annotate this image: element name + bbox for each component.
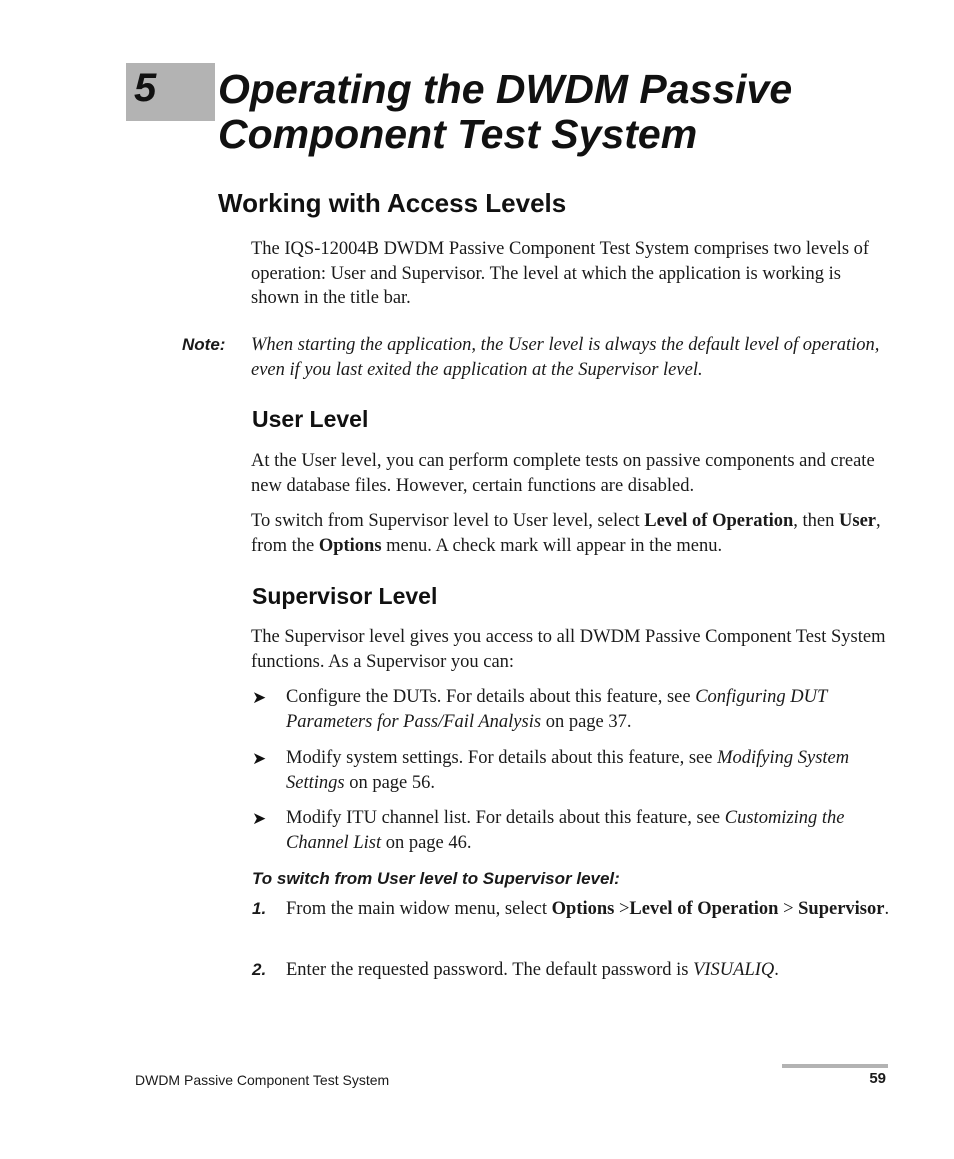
list-item: Modify system settings. For details about this feature, see Modifying System Settings on page 56. — [286, 748, 850, 793]
section-intro: The IQS-12004B DWDM Passive Component Test System comprises two levels of operation: User and Supervisor. The level at which the application is working is shown in the title bar. — [251, 239, 870, 308]
footer-doc-title: DWDM Passive Component Test System — [135, 1072, 390, 1088]
user-level-para1: At the User level, you can perform complete tests on passive components and create new database files. However, certain functions are disabled. — [251, 451, 875, 496]
step-number: 2. — [252, 960, 267, 979]
list-item: Configure the DUTs. For details about this feature, see Configuring DUT Parameters for Pass/Fail Analysis on page 37. — [286, 687, 827, 732]
footer-rule — [782, 1064, 888, 1068]
list-item: Modify ITU channel list. For details about this feature, see Customizing the Channel List on page 46. — [286, 808, 845, 853]
cross-reference-link[interactable]: Modifying System Settings — [286, 748, 850, 793]
menu-ref-options: Options — [318, 535, 382, 556]
procedure-step: Enter the requested password. The default password is VISUALIQ. — [286, 960, 779, 980]
user-level-title: User Level — [252, 406, 369, 432]
note-label: Note: — [182, 335, 226, 354]
supervisor-level-title: Supervisor Level — [252, 583, 438, 609]
procedure-heading: To switch from User level to Supervisor level: — [252, 869, 620, 888]
step-number: 1. — [252, 899, 267, 918]
chapter-number: 5 — [134, 66, 157, 110]
menu-ref-user: User — [839, 511, 877, 531]
page-number: 59 — [869, 1070, 886, 1087]
procedure-step: From the main widow menu, select Options >Level of Operation > Supervisor. — [286, 899, 890, 919]
section-title: Working with Access Levels — [218, 188, 567, 218]
cross-reference-link[interactable]: Configuring DUT Parameters for Pass/Fail Analysis — [286, 687, 827, 732]
note-text: When starting the application, the User level is always the default level of operation, even if you last exited the application at the Supervisor level. — [251, 335, 880, 380]
supervisor-level-intro: The Supervisor level gives you access to all DWDM Passive Component Test System functions. As a Supervisor you can: — [251, 627, 886, 672]
bullet-arrow-icon: ➤ — [252, 749, 267, 768]
chapter-title: Operating the DWDM Passive Component Test System — [218, 66, 793, 157]
user-level-para2: To switch from Supervisor level to User level, select Level of Operation, then User, from the Options menu. A check mark will appear in the menu. — [251, 511, 881, 556]
bullet-arrow-icon: ➤ — [252, 688, 267, 707]
bullet-arrow-icon: ➤ — [252, 809, 267, 828]
menu-ref-level-of-operation: Level of Operation — [644, 511, 794, 531]
cross-reference-link[interactable]: Customizing the Channel List — [286, 808, 845, 853]
